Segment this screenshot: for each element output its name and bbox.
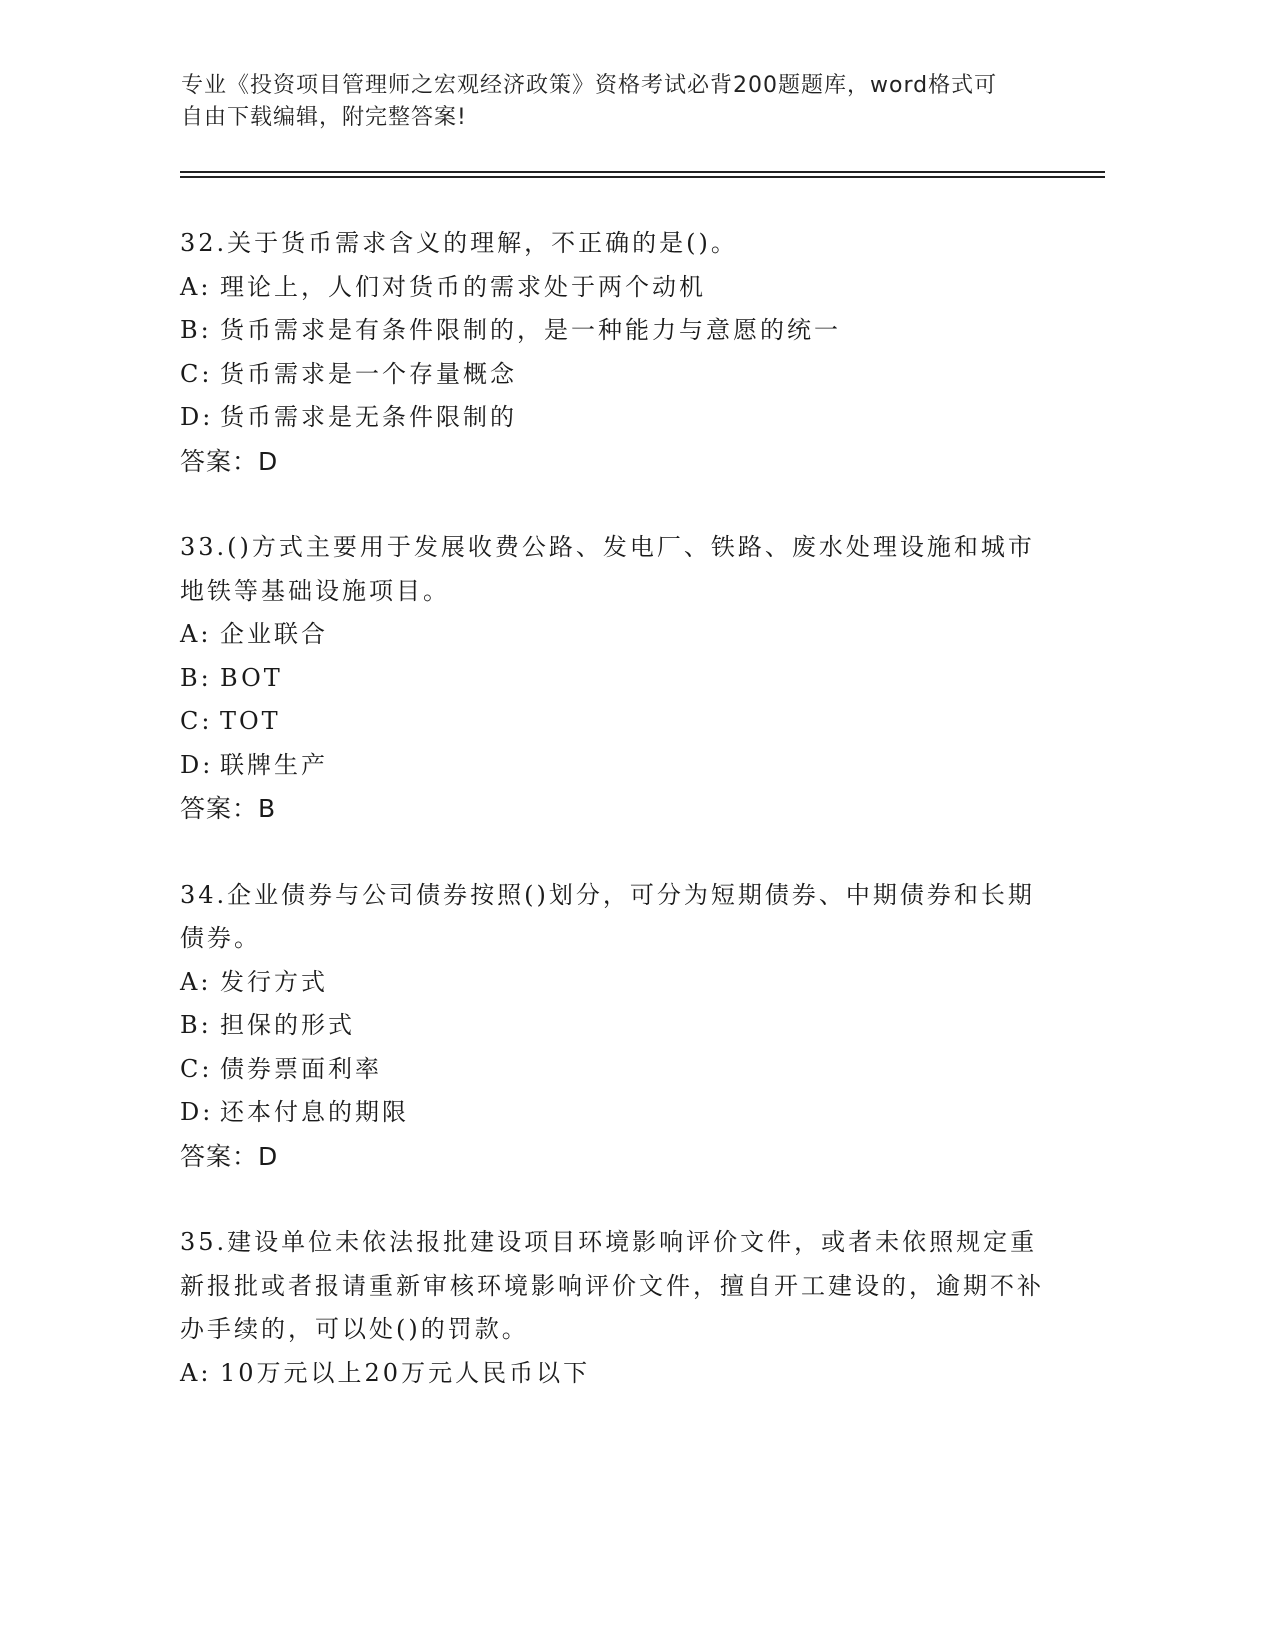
option-key: D: [180,750,214,779]
option-d [180,1091,1050,1135]
option-d [180,396,1050,440]
answer-label: 答案：B [180,794,277,823]
question-35 [180,1221,1050,1395]
option-key: B: [180,1011,212,1039]
option-text: 企业联合 [220,620,328,648]
answer-label: 答案：D [180,446,279,476]
option-text: 联牌生产 [220,750,328,779]
option-a [180,613,1050,657]
option-text: BOT [220,663,283,692]
option-key: A: [180,620,212,648]
option-key: C: [180,1054,213,1083]
option-text: 还本付息的期限 [220,1098,409,1126]
spacer [180,483,1050,526]
option-b [180,657,1050,701]
option-key: A: [180,1358,212,1387]
question-32 [180,222,1050,483]
option-key: C: [180,707,213,735]
option-key: A: [180,272,212,301]
document-header [181,70,1061,134]
question-stem: 32.关于货币需求含义的理解，不正确的是()。 [180,229,738,257]
option-key: B: [180,316,212,344]
question-stem: 33.()方式主要用于发展收费公路、发电厂、铁路、废水处理设施和城市地铁等基础设施项目。 [180,533,1035,605]
option-text: 货币需求是无条件限制的 [220,403,517,431]
header-title-line-1: 专业《投资项目管理师之宏观经济政策》资格考试必背200题题库，word格式可 [181,73,998,98]
option-key: D: [180,403,214,431]
question-33 [180,526,1050,831]
option-c [180,353,1050,397]
option-text: 担保的形式 [220,1011,355,1039]
option-key: A: [180,967,212,996]
option-text: 发行方式 [220,967,328,996]
header-title-line-2: 自由下载编辑，附完整答案! [181,105,467,130]
option-text: TOT [220,707,281,735]
option-key: B: [180,663,212,692]
option-a [180,266,1050,310]
spacer [180,1178,1050,1221]
question-stem: 35.建设单位未依法报批建设项目环境影响评价文件，或者未依照规定重新报批或者报请重新审核环境影响评价文件，擅自开工建设的，逾期不补办手续的，可以处()的罚款。 [180,1228,1044,1343]
option-a [180,1352,1050,1396]
option-text: 货币需求是一个存量概念 [220,359,517,388]
option-key: D: [180,1098,214,1126]
header-divider-bottom [180,176,1105,178]
question-34 [180,874,1050,1179]
option-text: 债券票面利率 [220,1054,382,1083]
option-c [180,1048,1050,1092]
option-b [180,1004,1050,1048]
option-text: 10万元以上20万元人民币以下 [220,1358,591,1387]
option-text: 理论上，人们对货币的需求处于两个动机 [220,272,706,301]
option-d [180,744,1050,788]
option-b [180,309,1050,353]
answer-label: 答案：D [180,1141,279,1171]
option-c [180,700,1050,744]
question-stem: 34.企业债券与公司债券按照()划分，可分为短期债券、中期债券和长期债券。 [180,880,1035,952]
option-a [180,961,1050,1005]
option-text: 货币需求是有条件限制的，是一种能力与意愿的统一 [220,316,841,344]
spacer [180,831,1050,874]
option-key: C: [180,359,213,388]
header-divider-top [180,171,1105,173]
question-list [180,222,1050,1395]
